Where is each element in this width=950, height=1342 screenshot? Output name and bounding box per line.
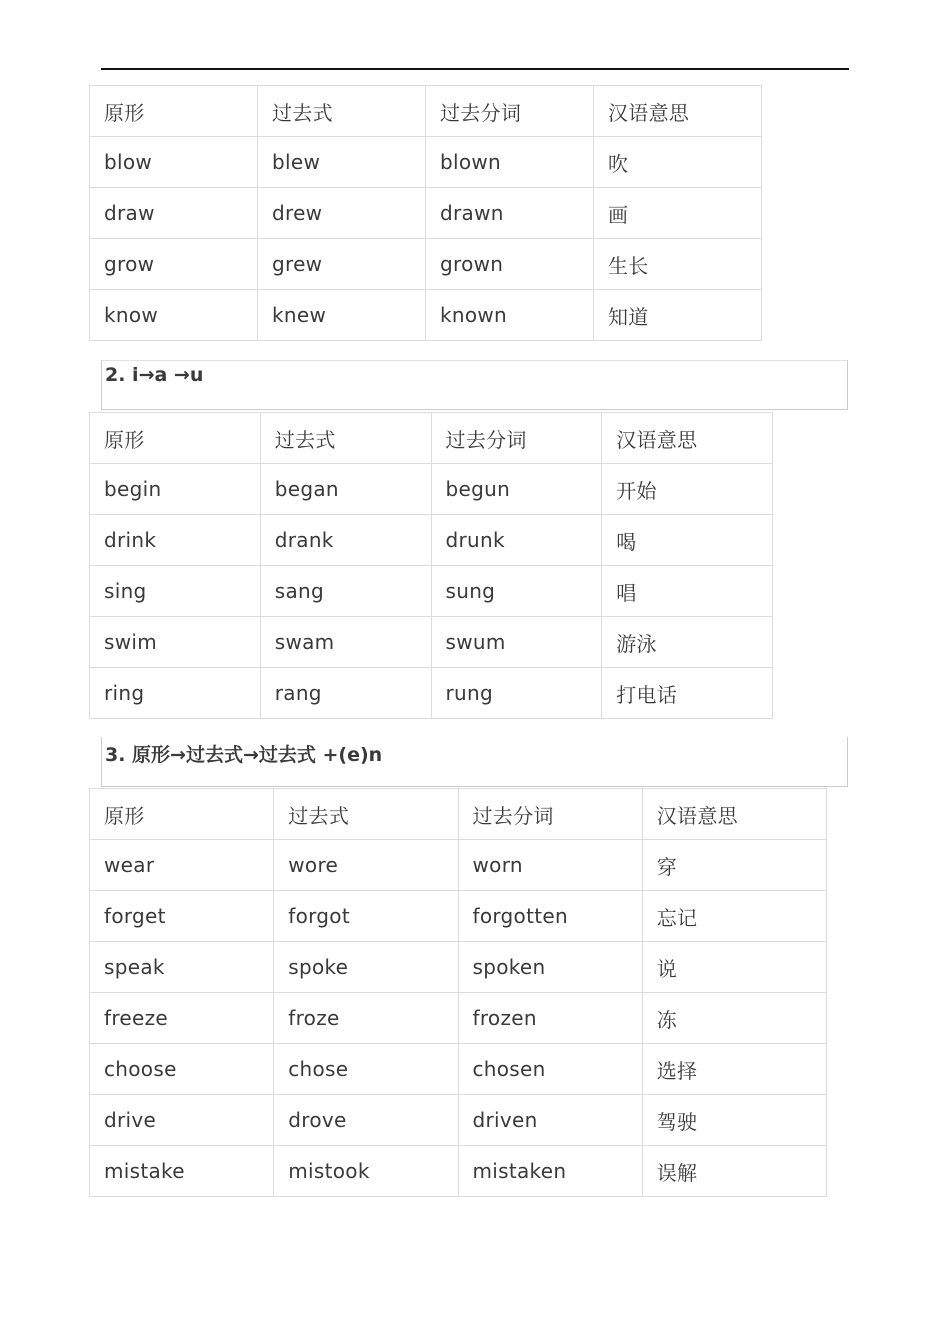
table-cell: drawn bbox=[426, 188, 594, 239]
table-row bbox=[90, 668, 773, 719]
table-cell: known bbox=[426, 290, 594, 341]
table-cell: blow bbox=[90, 137, 258, 188]
table-cell: mistaken bbox=[458, 1146, 642, 1197]
table-cell: 唱 bbox=[602, 566, 773, 617]
table-cell: grow bbox=[90, 239, 258, 290]
table-cell: wore bbox=[274, 840, 458, 891]
table-header-row bbox=[90, 86, 762, 137]
table-cell: driven bbox=[458, 1095, 642, 1146]
table-cell: 误解 bbox=[642, 1146, 826, 1197]
header-cell: 过去式 bbox=[258, 86, 426, 137]
table-cell: rung bbox=[431, 668, 602, 719]
table-cell: begin bbox=[90, 464, 261, 515]
table-cell: mistake bbox=[90, 1146, 274, 1197]
header-cell: 原形 bbox=[90, 413, 261, 464]
table-cell: grew bbox=[258, 239, 426, 290]
table-cell: drink bbox=[90, 515, 261, 566]
header-cell: 过去分词 bbox=[458, 789, 642, 840]
table-cell: 吹 bbox=[594, 137, 762, 188]
table-cell: 生长 bbox=[594, 239, 762, 290]
table-cell: began bbox=[260, 464, 431, 515]
table-cell: drive bbox=[90, 1095, 274, 1146]
table-cell: chosen bbox=[458, 1044, 642, 1095]
table-row bbox=[90, 290, 762, 341]
table-row bbox=[90, 1095, 827, 1146]
table-cell: forgot bbox=[274, 891, 458, 942]
table-cell: knew bbox=[258, 290, 426, 341]
table-cell: choose bbox=[90, 1044, 274, 1095]
table-cell: blown bbox=[426, 137, 594, 188]
table-cell: 打电话 bbox=[602, 668, 773, 719]
section-heading-3 bbox=[101, 737, 848, 787]
table-cell: drove bbox=[274, 1095, 458, 1146]
section-heading-text: 3. 原形→过去式→过去式 +(e)n bbox=[105, 744, 383, 766]
header-cell: 过去式 bbox=[274, 789, 458, 840]
verb-table-1 bbox=[89, 85, 762, 341]
table-cell: spoken bbox=[458, 942, 642, 993]
table-header-row bbox=[90, 413, 773, 464]
table-row bbox=[90, 891, 827, 942]
table-cell: rang bbox=[260, 668, 431, 719]
table-cell: begun bbox=[431, 464, 602, 515]
table-row bbox=[90, 239, 762, 290]
table-row bbox=[90, 993, 827, 1044]
table-cell: sing bbox=[90, 566, 261, 617]
table-row bbox=[90, 840, 827, 891]
table-cell: swum bbox=[431, 617, 602, 668]
header-cell: 过去分词 bbox=[431, 413, 602, 464]
section-heading-text: 2. i→a →u bbox=[105, 364, 204, 386]
table-row bbox=[90, 942, 827, 993]
table-cell: worn bbox=[458, 840, 642, 891]
table-cell: drank bbox=[260, 515, 431, 566]
table-cell: blew bbox=[258, 137, 426, 188]
verb-table-3 bbox=[89, 788, 827, 1197]
table-cell: 穿 bbox=[642, 840, 826, 891]
table-cell: grown bbox=[426, 239, 594, 290]
top-rule bbox=[101, 68, 849, 70]
table-cell: chose bbox=[274, 1044, 458, 1095]
table-cell: 选择 bbox=[642, 1044, 826, 1095]
table-cell: frozen bbox=[458, 993, 642, 1044]
table-cell: 喝 bbox=[602, 515, 773, 566]
table-cell: swim bbox=[90, 617, 261, 668]
table-cell: 冻 bbox=[642, 993, 826, 1044]
table-row bbox=[90, 464, 773, 515]
table-row bbox=[90, 566, 773, 617]
table-row bbox=[90, 617, 773, 668]
section-heading-2 bbox=[101, 360, 848, 410]
table-cell: draw bbox=[90, 188, 258, 239]
header-cell: 汉语意思 bbox=[642, 789, 826, 840]
table-cell: forgotten bbox=[458, 891, 642, 942]
table-cell: 知道 bbox=[594, 290, 762, 341]
header-cell: 汉语意思 bbox=[594, 86, 762, 137]
table-cell: 画 bbox=[594, 188, 762, 239]
table-cell: swam bbox=[260, 617, 431, 668]
table-cell: drew bbox=[258, 188, 426, 239]
table-cell: wear bbox=[90, 840, 274, 891]
table-cell: sung bbox=[431, 566, 602, 617]
table-cell: drunk bbox=[431, 515, 602, 566]
table-cell: 开始 bbox=[602, 464, 773, 515]
table-cell: 游泳 bbox=[602, 617, 773, 668]
table-row bbox=[90, 137, 762, 188]
table-cell: 忘记 bbox=[642, 891, 826, 942]
table-cell: froze bbox=[274, 993, 458, 1044]
table-cell: forget bbox=[90, 891, 274, 942]
table-row bbox=[90, 1146, 827, 1197]
table-cell: 说 bbox=[642, 942, 826, 993]
header-cell: 原形 bbox=[90, 789, 274, 840]
table-cell: mistook bbox=[274, 1146, 458, 1197]
header-cell: 原形 bbox=[90, 86, 258, 137]
table-cell: know bbox=[90, 290, 258, 341]
table-cell: ring bbox=[90, 668, 261, 719]
table-row bbox=[90, 188, 762, 239]
table-cell: speak bbox=[90, 942, 274, 993]
table-row bbox=[90, 1044, 827, 1095]
verb-table-2 bbox=[89, 412, 773, 719]
table-cell: spoke bbox=[274, 942, 458, 993]
header-cell: 汉语意思 bbox=[602, 413, 773, 464]
table-cell: 驾驶 bbox=[642, 1095, 826, 1146]
header-cell: 过去分词 bbox=[426, 86, 594, 137]
table-cell: sang bbox=[260, 566, 431, 617]
table-header-row bbox=[90, 789, 827, 840]
table-cell: freeze bbox=[90, 993, 274, 1044]
header-cell: 过去式 bbox=[260, 413, 431, 464]
table-row bbox=[90, 515, 773, 566]
